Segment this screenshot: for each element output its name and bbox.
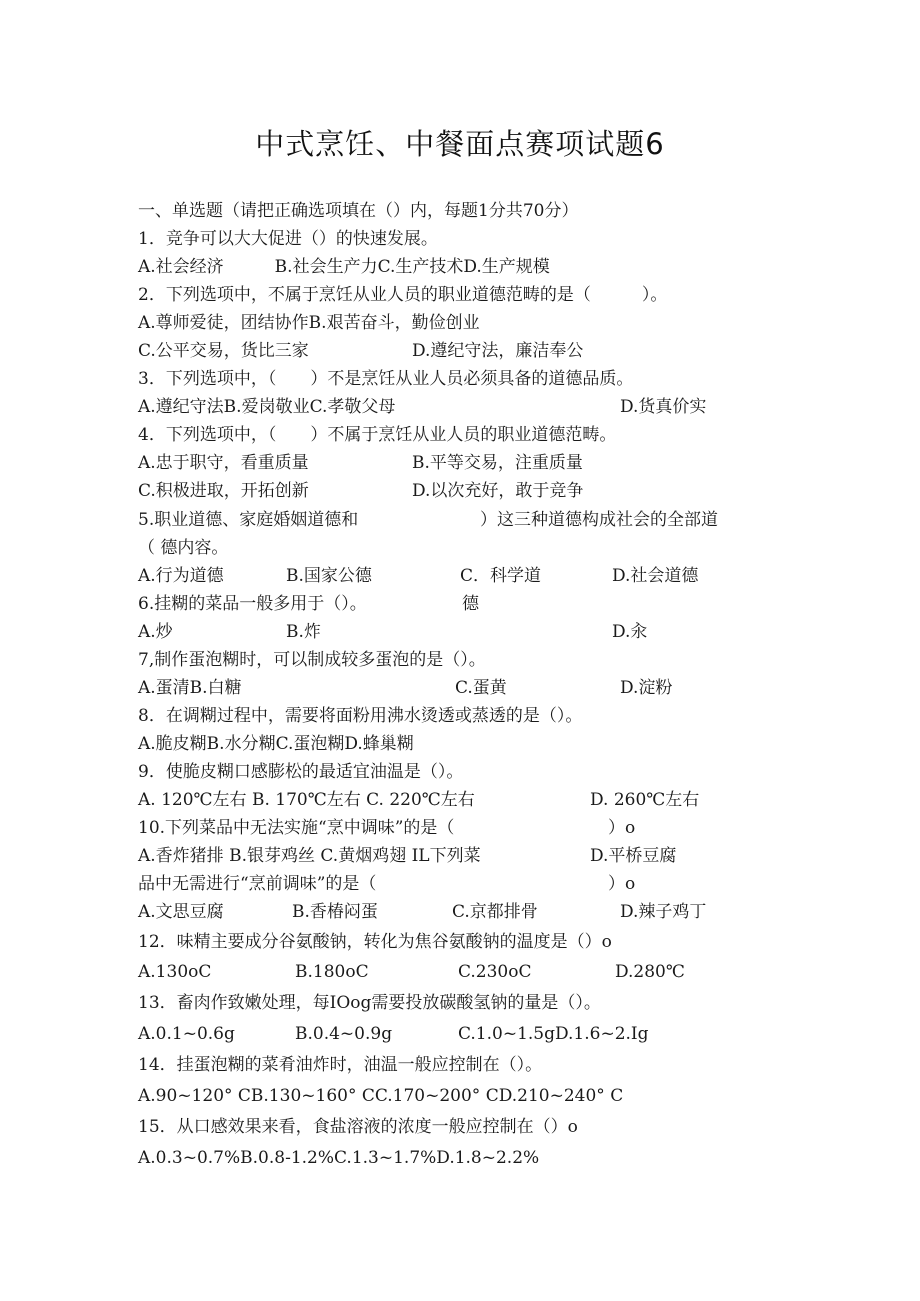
question-11-option-a: A.文思豆腐 <box>138 902 224 922</box>
question-11-option-c: C.京都排骨 <box>452 902 538 922</box>
question-11-option-d: D.辣子鸡丁 <box>620 902 707 922</box>
question-13: 13．畜肉作致嫩处理，每IOog需要投放碳酸氢钠的量是（）。 <box>138 993 601 1013</box>
question-3: 3．下列选项中，（ ）不是烹饪从业人员必须具备的道德品质。 <box>138 369 634 389</box>
question-5-option-a: A.行为道德 <box>138 566 224 586</box>
question-8: 8．在调糊过程中，需要将面粉用沸水烫透或蒸透的是（）。 <box>138 706 583 726</box>
question-2-option-d: D.遵纪守法，廉洁奉公 <box>412 341 584 361</box>
question-5-option-d: D.社会道德 <box>612 566 699 586</box>
question-9-option-d: D. 260℃左右 <box>590 790 700 810</box>
question-5-option-c: C．科学道 <box>460 566 542 586</box>
question-9: 9．使脆皮糊口感膨松的最适宜油温是（）。 <box>138 762 464 782</box>
question-3-options-abc: A.遵纪守法B.爱岗敬业C.孝敬父母 <box>138 397 396 417</box>
question-14-options: A.90~120° CB.130~160° CC.170~200° CD.210~240° C <box>138 1086 624 1106</box>
section-heading: 一、单选题（请把正确选项填在（）内，每题1分共70分） <box>138 201 579 221</box>
page-title: 中式烹饪、中餐面点赛项试题6 <box>255 127 665 161</box>
question-2: 2．下列选项中，不属于烹饪从业人员的职业道德范畴的是（ ）。 <box>138 285 668 305</box>
question-5-left: 5.职业道德、家庭婚姻道德和 <box>138 510 359 530</box>
question-10-end: ）o <box>608 818 636 838</box>
question-12-option-d: D.280℃ <box>615 962 685 982</box>
question-5-continuation: （ 德内容。 <box>138 538 229 558</box>
question-7-option-c: C.蛋黄 <box>455 678 507 698</box>
question-9-options-abc: A. 120℃左右 B. 170℃左右 C. 220℃左右 <box>138 790 475 810</box>
question-4-option-d: D.以次充好，敢于竞争 <box>412 481 584 501</box>
question-5-option-b: B.国家公德 <box>286 566 372 586</box>
question-1: 1．竞争可以大大促进（）的快速发展。 <box>138 229 438 249</box>
question-12-option-c: C.230oC <box>458 962 532 982</box>
question-2-options-ab: A.尊师爱徒，团结协作B.艰苦奋斗，勤俭创业 <box>138 313 480 333</box>
question-12-option-a: A.130oC <box>138 962 212 982</box>
question-6-option-b: B.炸 <box>286 622 321 642</box>
question-15: 15．从口感效果来看，食盐溶液的浓度一般应控制在（）o <box>138 1117 578 1137</box>
question-7: 7,制作蛋泡糊时，可以制成较多蛋泡的是（）。 <box>138 650 486 670</box>
question-8-options: A.脆皮糊B.水分糊C.蛋泡糊D.蜂巢糊 <box>138 734 414 754</box>
question-10-option-d: D.平桥豆腐 <box>590 846 677 866</box>
question-4-option-c: C.积极进取，开拓创新 <box>138 481 309 501</box>
question-3-option-d: D.货真价实 <box>620 397 707 417</box>
question-11-option-b: B.香椿闷蛋 <box>292 902 378 922</box>
question-10: 10.下列菜品中无法实施“烹中调味”的是（ <box>138 818 455 838</box>
question-12-option-b: B.180oC <box>295 962 369 982</box>
question-6-option-a: A.炒 <box>138 622 173 642</box>
question-13-options-cd: C.1.0~1.5gD.1.6~2.Ig <box>458 1024 649 1044</box>
question-14: 14．挂蛋泡糊的菜肴油炸时，油温一般应控制在（）。 <box>138 1055 543 1075</box>
question-6-option-d: D.汆 <box>612 622 648 642</box>
question-4: 4．下列选项中，（ ）不属于烹饪从业人员的职业道德范畴。 <box>138 425 617 445</box>
question-1-options: A.社会经济 B.社会生产力C.生产技术D.生产规模 <box>138 257 550 277</box>
question-11: 品中无需进行“烹前调味”的是（ <box>138 874 377 894</box>
question-12: 12．味精主要成分谷氨酸钠，转化为焦谷氨酸钠的温度是（）o <box>138 932 612 952</box>
question-7-option-d: D.淀粉 <box>620 678 673 698</box>
question-2-option-c: C.公平交易，货比三家 <box>138 341 309 361</box>
question-7-options-ab: A.蛋清B.白糖 <box>138 678 242 698</box>
question-5-option-c-wrap: 德 <box>462 594 479 614</box>
question-15-options: A.0.3~0.7%B.0.8-1.2%C.1.3~1.7%D.1.8~2.2% <box>138 1148 540 1168</box>
question-13-option-b: B.0.4~0.9g <box>295 1024 393 1044</box>
question-5-right: ）这三种道德构成社会的全部道 <box>480 510 718 530</box>
question-6: 6.挂糊的菜品一般多用于（）。 <box>138 594 367 614</box>
question-4-option-a: A.忠于职守，看重质量 <box>138 453 309 473</box>
question-4-option-b: B.平等交易，注重质量 <box>412 453 583 473</box>
question-10-options-abc: A.香炸猪排 B.银芽鸡丝 C.黄烟鸡翅 IL下列菜 <box>138 846 481 866</box>
question-13-option-a: A.0.1~0.6g <box>138 1024 235 1044</box>
question-11-end: ）o <box>608 874 636 894</box>
